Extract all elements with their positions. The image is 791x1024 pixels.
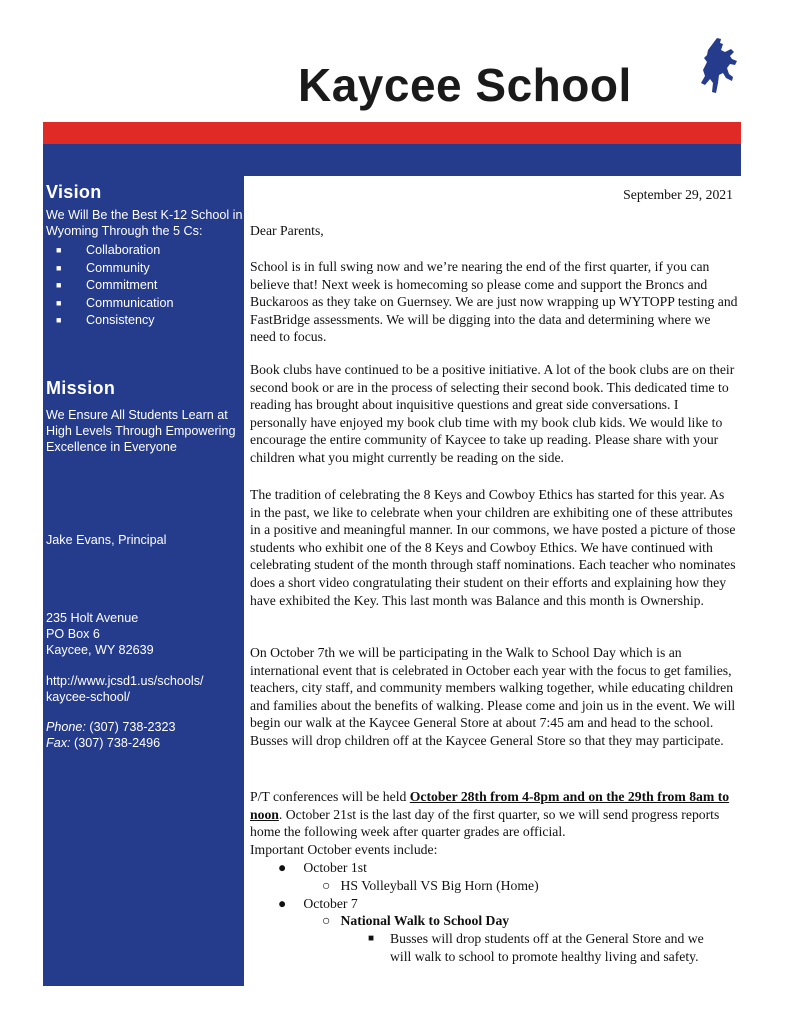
events-intro: Important October events include:: [250, 842, 438, 857]
circle-bullet-icon: ○: [322, 913, 331, 928]
paragraph-1: School is in full swing now and we’re nearing the end of the first quarter, if you can believe that! Next week is homecoming so please come and support the Broncs and Buckaroos as they take on Guernsey. We are just now wrapping up WYTOPP testing and FastBridge assessments. We will be digging into the data and determining where we need to focus.: [250, 259, 738, 345]
vision-heading: Vision: [46, 182, 102, 202]
list-item: [43, 277, 174, 295]
event-subitem-label: Busses will drop students off at the General Store and we will walk to school to promote healthy living and safety.: [390, 931, 704, 964]
event-subitem: [368, 930, 728, 965]
letter-date: September 29, 2021: [623, 187, 733, 202]
p5-text: . October 21st is the last day of the first quarter, so we will send progress reports home the following week after quarter grades are official.: [250, 806, 720, 840]
phone-number: (307) 738-2323: [89, 720, 176, 734]
mission-heading: Mission: [46, 378, 116, 398]
list-item: [43, 242, 174, 260]
paragraph-5: [250, 788, 738, 841]
square-bullet-icon: ■: [368, 933, 375, 944]
event-date: [278, 859, 367, 877]
bucking-horse-rider-icon: [695, 36, 741, 96]
header-red-band: [43, 122, 741, 144]
mission-text: We Ensure All Students Learn at High Levels Through Empowering Excellence in Everyone: [46, 408, 236, 454]
event-date: [278, 895, 358, 913]
square-bullet-icon: ■: [56, 245, 62, 255]
paragraph-2: Book clubs have continued to be a positive initiative. A lot of the book clubs are on their second book or are in the process of selecting their second book. This dedicated time to reading has brought about inquisitive questions and great side conversations. I personally have enjoyed my book club time with my book club kids. We would like to encourage the entire community of Kaycee to take up reading. Please share with your children what you might currently be reading on the side.: [250, 362, 735, 465]
list-item-label: Communication: [86, 295, 174, 310]
paragraph-4: On October 7th we will be participating in the Walk to School Day which is an international event that is celebrated in October each year with the focus to get families, teachers, city staff, and community members walking together, while educating children and families about the benefits of walking. Please come and join us in the event. We will begin our walk at the Kaycee General Store at about 7:45 am and head to the school. Busses will drop children off at the Kaycee General Store so that they may participate.: [250, 645, 736, 748]
event-item: [322, 877, 539, 895]
event-item-label: National Walk to School Day: [340, 913, 510, 928]
website-link-line[interactable]: kaycee-school/: [46, 690, 130, 704]
square-bullet-icon: ■: [56, 315, 62, 326]
event-item-label: HS Volleyball VS Big Horn (Home): [340, 878, 539, 893]
sidebar: [43, 176, 244, 986]
website-link-line[interactable]: http://www.jcsd1.us/schools/: [46, 674, 204, 688]
header-blue-band: [43, 144, 741, 176]
address-line: 235 Holt Avenue: [46, 611, 139, 625]
square-bullet-icon: ■: [56, 297, 62, 308]
website-link[interactable]: [46, 673, 244, 705]
fax-number: (307) 738-2496: [74, 736, 161, 750]
vision-text: We Will Be the Best K-12 School in Wyoming Through the 5 Cs:: [46, 208, 243, 238]
greeting: Dear Parents,: [250, 223, 324, 238]
paragraph-3: The tradition of celebrating the 8 Keys and Cowboy Ethics has started for this year. As in the past, we like to celebrate when your children are exhibiting one of these attributes in a positive and meaningful manner. In our commons, we have posted a picture of those students who exhibit one of the 8 Keys and Cowboy Ethics. We have continued with celebrating student of the month through staff nominations. Each teacher who nominates does a short video congratulating their student on their efforts and explaining how they have exhibited the Key. This last month was Balance and this month is Ownership.: [250, 487, 736, 608]
fax-line: [46, 735, 244, 751]
event-date-label: October 7: [303, 896, 358, 911]
round-bullet-icon: ●: [278, 860, 287, 875]
event-item: [322, 912, 509, 930]
five-cs-list: [43, 242, 174, 330]
school-title: Kaycee School: [298, 59, 632, 111]
list-item-label: Consistency: [86, 313, 155, 328]
address-line: Kaycee, WY 82639: [46, 643, 154, 657]
phone-label: Phone:: [46, 720, 86, 734]
address-line: PO Box 6: [46, 627, 100, 641]
list-item-label: Community: [86, 260, 150, 275]
round-bullet-icon: ●: [278, 896, 287, 911]
square-bullet-icon: ■: [56, 262, 62, 273]
circle-bullet-icon: ○: [322, 878, 331, 893]
conference-dates: October 28th from 4-8pm and on the 29th from 8am to noon: [250, 789, 730, 822]
list-item-label: Commitment: [86, 278, 158, 293]
list-item: [43, 295, 174, 313]
p5-text: P/T conferences will be held: [250, 789, 410, 804]
phone-line: [46, 719, 244, 735]
fax-label: Fax:: [46, 736, 71, 750]
list-item: [43, 260, 174, 278]
principal-name: Jake Evans, Principal: [46, 533, 167, 547]
event-date-label: October 1st: [303, 860, 367, 875]
list-item: [43, 312, 174, 330]
square-bullet-icon: ■: [56, 280, 62, 291]
list-item-label: Collaboration: [86, 243, 161, 257]
